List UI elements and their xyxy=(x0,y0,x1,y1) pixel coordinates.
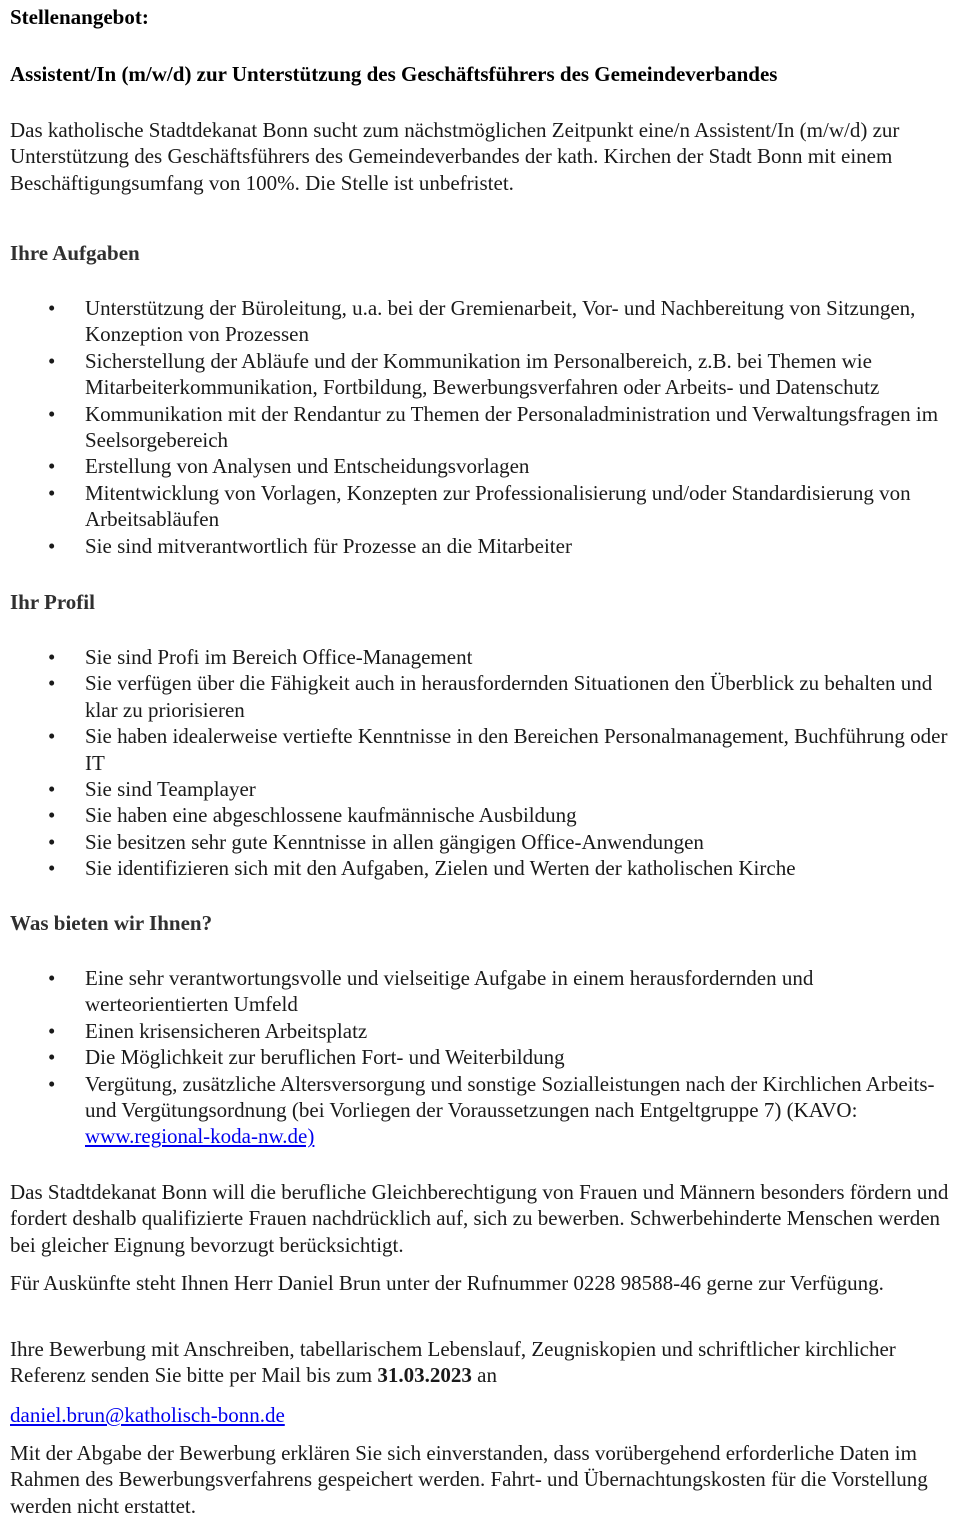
bullet-icon: • xyxy=(48,1018,56,1043)
profil-list xyxy=(0,644,961,882)
bullet-icon: • xyxy=(48,1045,56,1070)
list-item: • Erstellung von Analysen und Entscheidungsvorlagen xyxy=(48,454,530,479)
list-item: • Einen krisensicheren Arbeitsplatz xyxy=(48,1018,368,1043)
angebot-list xyxy=(0,965,961,1150)
kavo-link[interactable]: www.regional-koda-nw.de) xyxy=(85,1124,315,1149)
list-item: • Vergütung, zusätzliche Altersversorgung und sonstige Sozialleistungen nach der Kirchlichen Arbeits- und Vergütungsordnung (bei Vorliegen der Voraussetzungen nach Entgeltgruppe 7) (KAVO: www.regional-koda-nw.de) xyxy=(48,1071,935,1149)
list-item: • Sie verfügen über die Fähigkeit auch in herausfordernden Situationen den Überblick zu behalten und klar zu priorisieren xyxy=(48,671,933,722)
equality-paragraph: Das Stadtdekanat Bonn will die berufliche Gleichberechtigung von Frauen und Männern besonders fördern und fordert deshalb qualifizierte Frauen nachdrücklich auf, sich zu bewerben. Schwerbehinderte Menschen werden bei gleicher Eignung bevorzugt berücksichtigt. xyxy=(10,1180,949,1257)
list-item: • Unterstützung der Büroleitung, u.a. bei der Gremienarbeit, Vor- und Nachbereitung von Sitzungen, Konzeption von Prozessen xyxy=(48,296,916,347)
section-heading-aufgaben: Ihre Aufgaben xyxy=(10,241,140,265)
bullet-icon: • xyxy=(48,533,56,558)
bullet-icon: • xyxy=(48,645,56,669)
section-heading-angebot: Was bieten wir Ihnen? xyxy=(10,911,213,935)
bullet-icon: • xyxy=(48,856,56,881)
bullet-icon: • xyxy=(48,454,56,479)
document-label: Stellenangebot: xyxy=(10,5,149,29)
list-item: • Sie sind mitverantwortlich für Prozesse an die Mitarbeiter xyxy=(48,533,572,558)
list-item: • Sie besitzen sehr gute Kenntnisse in allen gängigen Office-Anwendungen xyxy=(48,829,704,854)
bullet-icon: • xyxy=(48,480,56,505)
bullet-icon: • xyxy=(48,671,56,696)
list-item: • Sie identifizieren sich mit den Aufgaben, Zielen und Werten der katholischen Kirche xyxy=(48,856,796,881)
list-item: • Sie haben idealerweise vertiefte Kenntnisse in den Bereichen Personalmanagement, Buchführung oder IT xyxy=(48,724,948,775)
job-title: Assistent/In (m/w/d) zur Unterstützung des Geschäftsführers des Gemeindeverbandes xyxy=(10,62,778,86)
list-item: • Mitentwicklung von Vorlagen, Konzepten zur Professionalisierung und/oder Standardisierung von Arbeitsabläufen xyxy=(48,480,911,532)
list-item: • Eine sehr verantwortungsvolle und vielseitige Aufgabe in einem herausfordernden und werteorientierten Umfeld xyxy=(48,966,814,1017)
bullet-icon: • xyxy=(48,724,56,749)
list-item: • Sie sind Profi im Bereich Office-Management xyxy=(48,645,473,669)
application-paragraph: Ihre Bewerbung mit Anschreiben, tabellarischem Lebenslauf, Zeugniskopien und schriftlicher kirchlicher Referenz senden Sie bitte per Mail bis zum 31.03.2023 an xyxy=(10,1337,896,1388)
list-item: • Sie haben eine abgeschlossene kaufmännische Ausbildung xyxy=(48,803,577,828)
bullet-icon: • xyxy=(48,401,56,426)
bullet-icon: • xyxy=(48,1071,56,1096)
bullet-icon: • xyxy=(48,966,56,990)
bullet-icon: • xyxy=(48,777,56,802)
intro-paragraph: Das katholische Stadtdekanat Bonn sucht zum nächstmöglichen Zeitpunkt eine/n Assistent/In (m/w/d) zur Unterstützung des Geschäftsführers des Gemeindeverbandes der kath. Kirchen der Stadt Bonn mit einem Beschäftigungsumfang von 100%. Die Stelle ist unbefristet. xyxy=(10,118,900,195)
bullet-icon: • xyxy=(48,803,56,828)
list-item: • Sie sind Teamplayer xyxy=(48,777,256,802)
bullet-icon: • xyxy=(48,348,56,373)
list-item: • Die Möglichkeit zur beruflichen Fort- und Weiterbildung xyxy=(48,1045,565,1070)
deadline-date: 31.03.2023 xyxy=(377,1363,472,1388)
contact-paragraph: Für Auskünfte steht Ihnen Herr Daniel Brun unter der Rufnummer 0228 98588-46 gerne zur Verfügung. xyxy=(10,1271,884,1295)
aufgaben-list xyxy=(0,295,961,559)
list-item: • Kommunikation mit der Rendantur zu Themen der Personaladministration und Verwaltungsfragen im Seelsorgebereich xyxy=(48,401,939,453)
section-heading-profil: Ihr Profil xyxy=(10,590,95,614)
list-item: • Sicherstellung der Abläufe und der Kommunikation im Personalbereich, z.B. bei Themen wie Mitarbeiterkommunikation, Fortbildung, Bewerbungsverfahren oder Arbeits- und Datenschutz xyxy=(48,348,880,400)
bullet-icon: • xyxy=(48,296,56,320)
bullet-icon: • xyxy=(48,829,56,854)
email-paragraph xyxy=(10,1402,285,1428)
privacy-paragraph: Mit der Abgabe der Bewerbung erklären Sie sich einverstanden, dass vorübergehend erforderliche Daten im Rahmen des Bewerbungsverfahrens gespeichert werden. Fahrt- und Übernachtungskosten für die Vorstellung werden nicht erstattet. xyxy=(10,1441,928,1518)
email-link[interactable]: daniel.brun@katholisch-bonn.de xyxy=(10,1403,285,1427)
